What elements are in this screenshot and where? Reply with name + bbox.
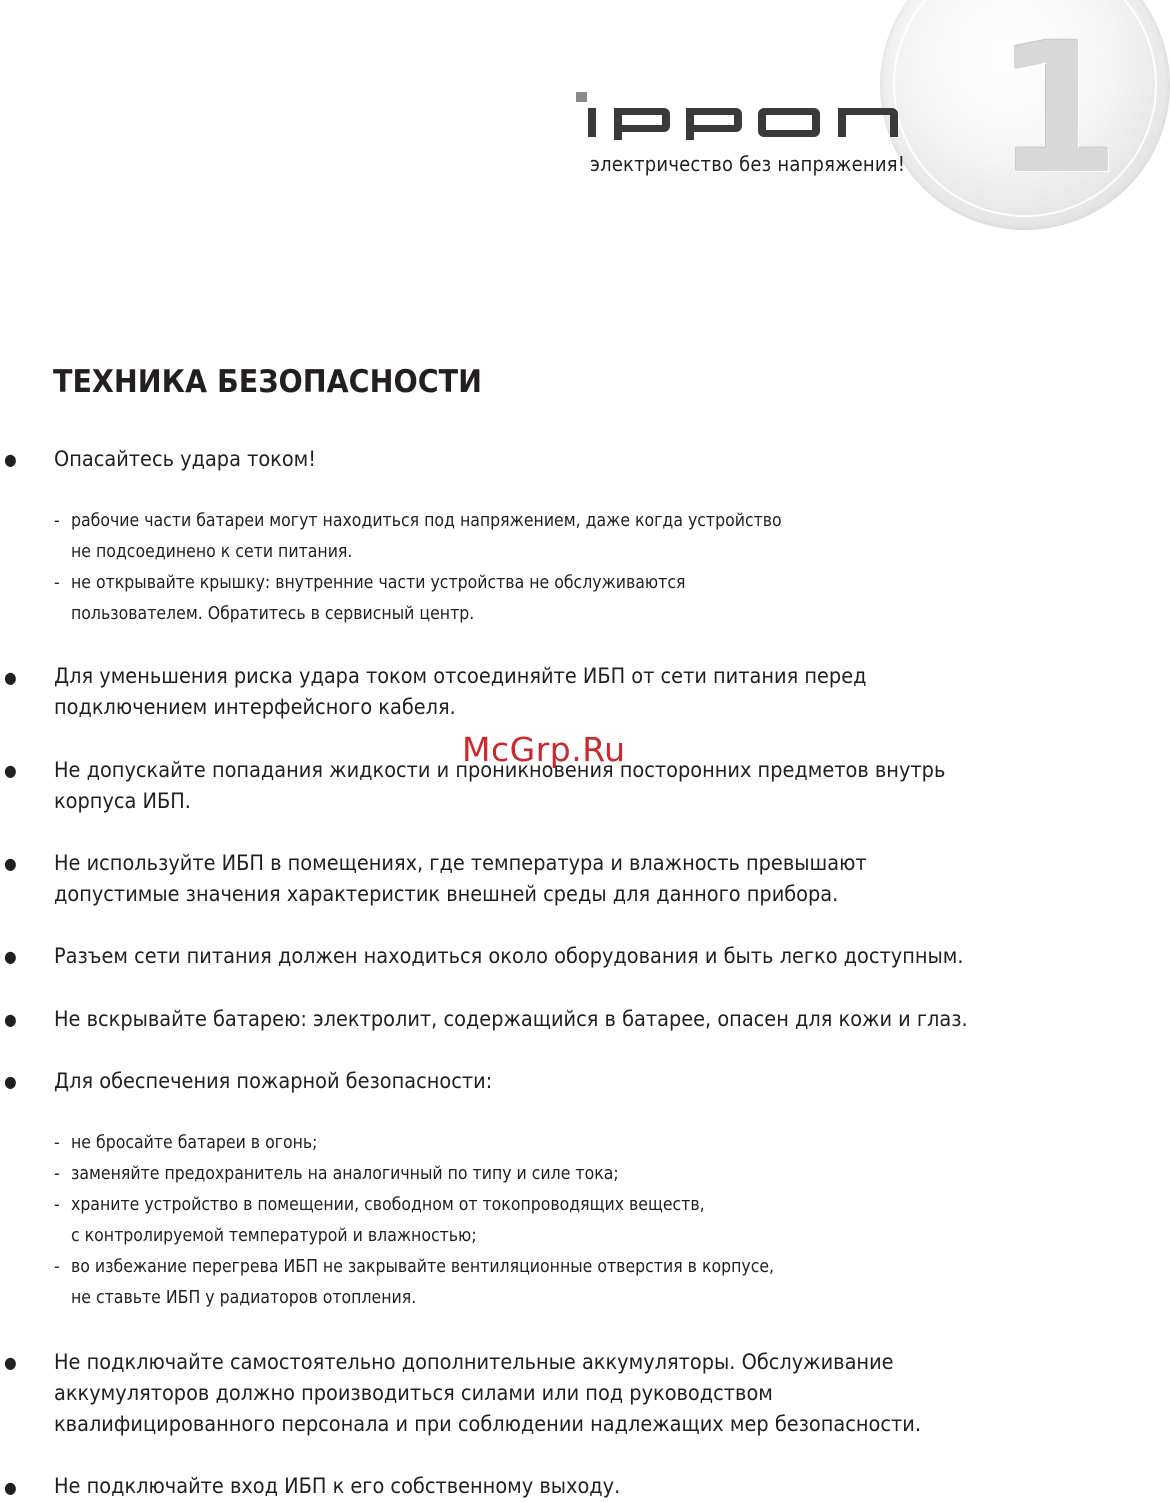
item-line: подключением интерфейсного кабеля.: [54, 695, 456, 720]
bullet-icon: ●: [4, 1478, 17, 1497]
bullet-icon: ●: [4, 1010, 17, 1029]
dash-icon: -: [54, 1195, 60, 1215]
sub-list: [54, 506, 782, 630]
item-line: Не используйте ИБП в помещениях, где температура и влажность превышают: [54, 851, 867, 876]
bullet-icon: ●: [4, 1072, 17, 1091]
sub-item: [54, 1128, 774, 1159]
sub-item: [54, 506, 782, 537]
bullet-icon: ●: [4, 854, 17, 873]
bullet-icon: ●: [4, 668, 17, 687]
sub-item-text: не открывайте крышку: внутренние части устройства не обслуживаются: [71, 573, 686, 593]
list-item: [54, 444, 316, 475]
bullet-icon: ●: [4, 1353, 17, 1372]
page-number: 1: [995, 5, 1121, 214]
bullet-icon: ●: [4, 450, 17, 469]
page-title: ТЕХНИКА БЕЗОПАСНОСТИ: [53, 364, 482, 400]
sub-item: [54, 1159, 774, 1190]
list-item: [54, 1471, 620, 1502]
item-line: корпуса ИБП.: [54, 789, 191, 814]
list-item: [54, 941, 964, 972]
list-item: [54, 1066, 492, 1097]
sub-item-text: во избежание перегрева ИБП не закрывайте вентиляционные отверстия в корпусе,: [71, 1257, 775, 1277]
item-line: Для обеспечения пожарной безопасности:: [54, 1069, 493, 1094]
item-line: Не допускайте попадания жидкости и проникновения посторонних предметов внутрь: [54, 758, 946, 783]
sub-item: [54, 1252, 774, 1283]
list-item: [54, 1004, 968, 1035]
item-line: аккумуляторов должно производиться силами или под руководством: [54, 1381, 773, 1406]
sub-item-text: рабочие части батареи могут находиться под напряжением, даже когда устройство: [71, 511, 782, 531]
sub-list: [54, 1128, 774, 1314]
sub-item-continuation: не ставьте ИБП у радиаторов отопления.: [71, 1288, 417, 1308]
item-line: Не вскрывайте батарею: электролит, содержащийся в батарее, опасен для кожи и глаз.: [54, 1007, 968, 1032]
ippon-logo: [574, 90, 924, 140]
bullet-icon: ●: [4, 947, 17, 966]
item-line: квалифицированного персонала и при соблюдении надлежащих мер безопасности.: [54, 1412, 921, 1437]
dash-icon: -: [54, 573, 60, 593]
sub-item-continuation: не подсоединено к сети питания.: [71, 542, 353, 562]
dash-icon: -: [54, 1257, 60, 1277]
list-item: [54, 661, 866, 723]
sub-item-text: заменяйте предохранитель на аналогичный по типу и силе тока;: [71, 1164, 619, 1184]
item-line: Не подключайте самостоятельно дополнительные аккумуляторы. Обслуживание: [54, 1350, 894, 1375]
item-line: Разъем сети питания должен находиться около оборудования и быть легко доступным.: [54, 944, 964, 969]
sub-item-continuation: с контролируемой температурой и влажностью;: [71, 1226, 477, 1246]
sub-item: [54, 1190, 774, 1221]
dash-icon: -: [54, 1164, 60, 1184]
item-line: допустимые значения характеристик внешней среды для данного прибора.: [54, 882, 839, 907]
watermark: McGrp.Ru: [462, 730, 626, 769]
sub-item-continuation: пользователем. Обратитесь в сервисный центр.: [71, 604, 475, 624]
dash-icon: -: [54, 1133, 60, 1153]
item-line: Не подключайте вход ИБП к его собственному выходу.: [54, 1474, 621, 1499]
item-line: Для уменьшения риска удара током отсоединяйте ИБП от сети питания перед: [54, 664, 867, 689]
bullet-icon: ●: [4, 761, 17, 780]
item-line: Опасайтесь удара током!: [54, 447, 317, 472]
list-item: [54, 848, 867, 910]
tagline: электричество без напряжения!: [590, 152, 906, 176]
sub-item-text: не бросайте батареи в огонь;: [71, 1133, 318, 1153]
sub-item: [54, 568, 782, 599]
sub-item-text: храните устройство в помещении, свободном от токопроводящих веществ,: [71, 1195, 705, 1215]
list-item: [54, 1347, 921, 1440]
dash-icon: -: [54, 511, 60, 531]
